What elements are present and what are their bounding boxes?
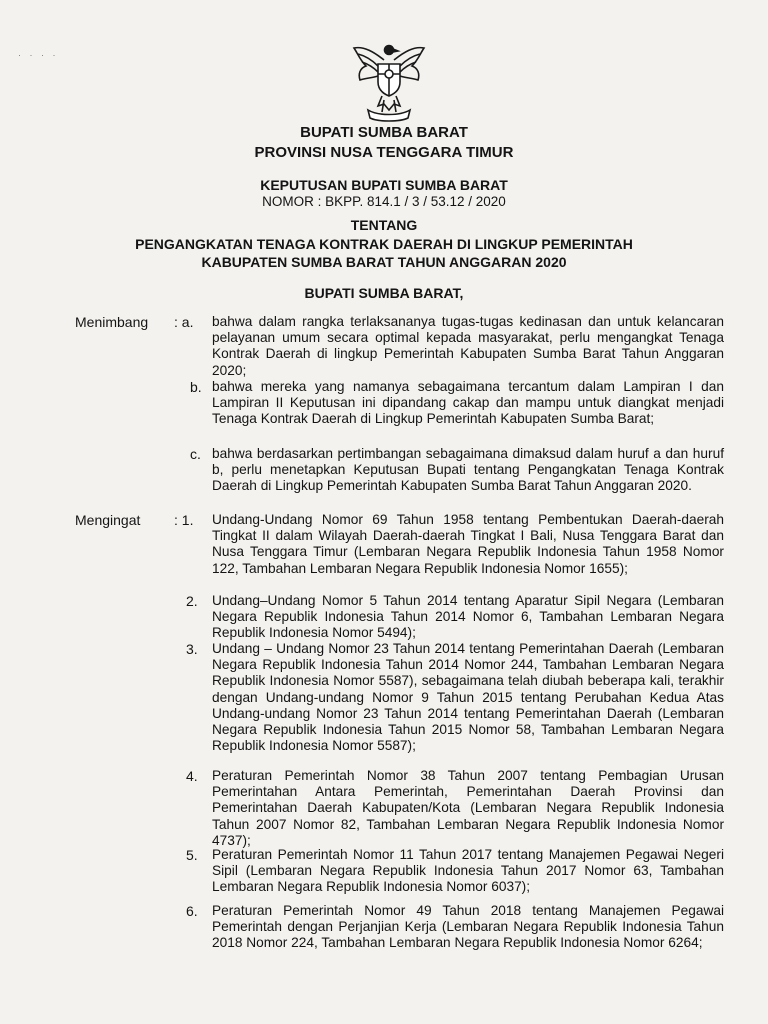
province-header: PROVINSI NUSA TENGGARA TIMUR [254, 144, 514, 161]
mengingat-marker-5: 5. [186, 847, 198, 863]
mengingat-item-4: Peraturan Pemerintah Nomor 38 Tahun 2007 tentang Pembagian Urusan Pemerintahan Antara Pemerintah, Pemerintahan Daerah Provinsi dan Pemerintahan Daerah Kabupaten/Kota (Lembaran Negara Republik Indonesia Tahun 2007 Nomor 82, Tambahan Lembaran Negara Republik Indonesia Nomor 4737); [212, 768, 724, 848]
mengingat-item-1: Undang-Undang Nomor 69 Tahun 1958 tentang Pembentukan Daerah-daerah Tingkat II dalam Wilayah Daerah-daerah Tingkat I Bali, Nusa Tenggara Barat dan Nusa Tenggara Timur (Lembaran Negara Republik Indonesia Tahun 1958 Nomor 122, Tambahan Lembaran Negara Republik Indonesia Nomor 1655); [212, 512, 724, 576]
mengingat-item-2: Undang–Undang Nomor 5 Tahun 2014 tentang Aparatur Sipil Negara (Lembaran Negara Republik Indonesia Tahun 2014 Nomor 6, Tambahan Lembaran Negara Republik Indonesia Nomor 5494); [212, 593, 724, 641]
menimbang-marker-c: c. [190, 446, 201, 462]
mengingat-marker-1: : 1. [174, 512, 194, 528]
mengingat-item-3: Undang – Undang Nomor 23 Tahun 2014 tentang Pemerintahan Daerah (Lembaran Negara Republik Indonesia Tahun 2014 Nomor 244, Tambahan Lembaran Negara Republik Indonesia Nomor 5587), sebagaimana telah diubah beberapa kali, terakhir dengan Undang-undang Nomor 9 Tahun 2015 tentang Perubahan Kedua Atas Undang-undang Nomor 23 Tahun 2014 tentang Pemerintahan Daerah (Lembaran Negara Republik Indonesia Tahun 2015 Nomor 58, Tambahan Lembaran Negara Republik Indonesia Nomor 5587); [212, 641, 724, 754]
mengingat-label: Mengingat [75, 512, 141, 528]
menimbang-item-a: bahwa dalam rangka terlaksananya tugas-tugas kedinasan dan untuk kelancaran pelayanan umum secara optimal kepada masyarakat, perlu mengangkat Tenaga Kontrak Daerah di lingkup Pemerintah Kabupaten Sumba Barat Tahun Anggaran 2020; [212, 314, 724, 378]
mengingat-marker-2: 2. [186, 593, 198, 609]
garuda-emblem-icon [346, 38, 432, 124]
menimbang-marker-a: : a. [174, 314, 194, 330]
decree-title: KEPUTUSAN BUPATI SUMBA BARAT [260, 177, 508, 193]
scan-artifact: · · · · [18, 50, 59, 60]
mengingat-item-5: Peraturan Pemerintah Nomor 11 Tahun 2017 tentang Manajemen Pegawai Negeri Sipil (Lembaran Negara Republik Indonesia Tahun 2017 Nomor 63, Tambahan Lembaran Negara Republik Indonesia Nomor 6037); [212, 847, 724, 895]
decree-number: NOMOR : BKPP. 814.1 / 3 / 53.12 / 2020 [262, 194, 506, 209]
subject-line-2: KABUPATEN SUMBA BARAT TAHUN ANGGARAN 2020 [201, 254, 567, 270]
mengingat-marker-4: 4. [186, 768, 198, 784]
menimbang-label: Menimbang [75, 314, 149, 330]
subject-line-1: PENGANGKATAN TENAGA KONTRAK DAERAH DI LINGKUP PEMERINTAH [135, 236, 633, 252]
issuer-line: BUPATI SUMBA BARAT, [304, 285, 464, 301]
tentang-heading: TENTANG [350, 217, 418, 233]
menimbang-marker-b: b. [190, 379, 202, 395]
mengingat-marker-3: 3. [186, 641, 198, 657]
menimbang-item-b: bahwa mereka yang namanya sebagaimana tercantum dalam Lampiran I dan Lampiran II Keputusan ini dipandang cakap dan mampu untuk diangkat menjadi Tenaga Kontrak Daerah di Lingkup Pemerintah Kabupaten Sumba Barat; [212, 379, 724, 427]
mengingat-item-6: Peraturan Pemerintah Nomor 49 Tahun 2018 tentang Manajemen Pegawai Pemerintah dengan Perjanjian Kerja (Lembaran Negara Republik Indonesia Tahun 2018 Nomor 224, Tambahan Lembaran Negara Republik Indonesia Nomor 6264; [212, 903, 724, 951]
regent-header: BUPATI SUMBA BARAT [300, 124, 468, 141]
mengingat-marker-6: 6. [186, 903, 198, 919]
menimbang-item-c: bahwa berdasarkan pertimbangan sebagaimana dimaksud dalam huruf a dan huruf b, perlu menetapkan Keputusan Bupati tentang Pengangkatan Tenaga Kontrak Daerah di Lingkup Pemerintah Kabupaten Sumba Barat Tahun Anggaran 2020. [212, 446, 724, 494]
